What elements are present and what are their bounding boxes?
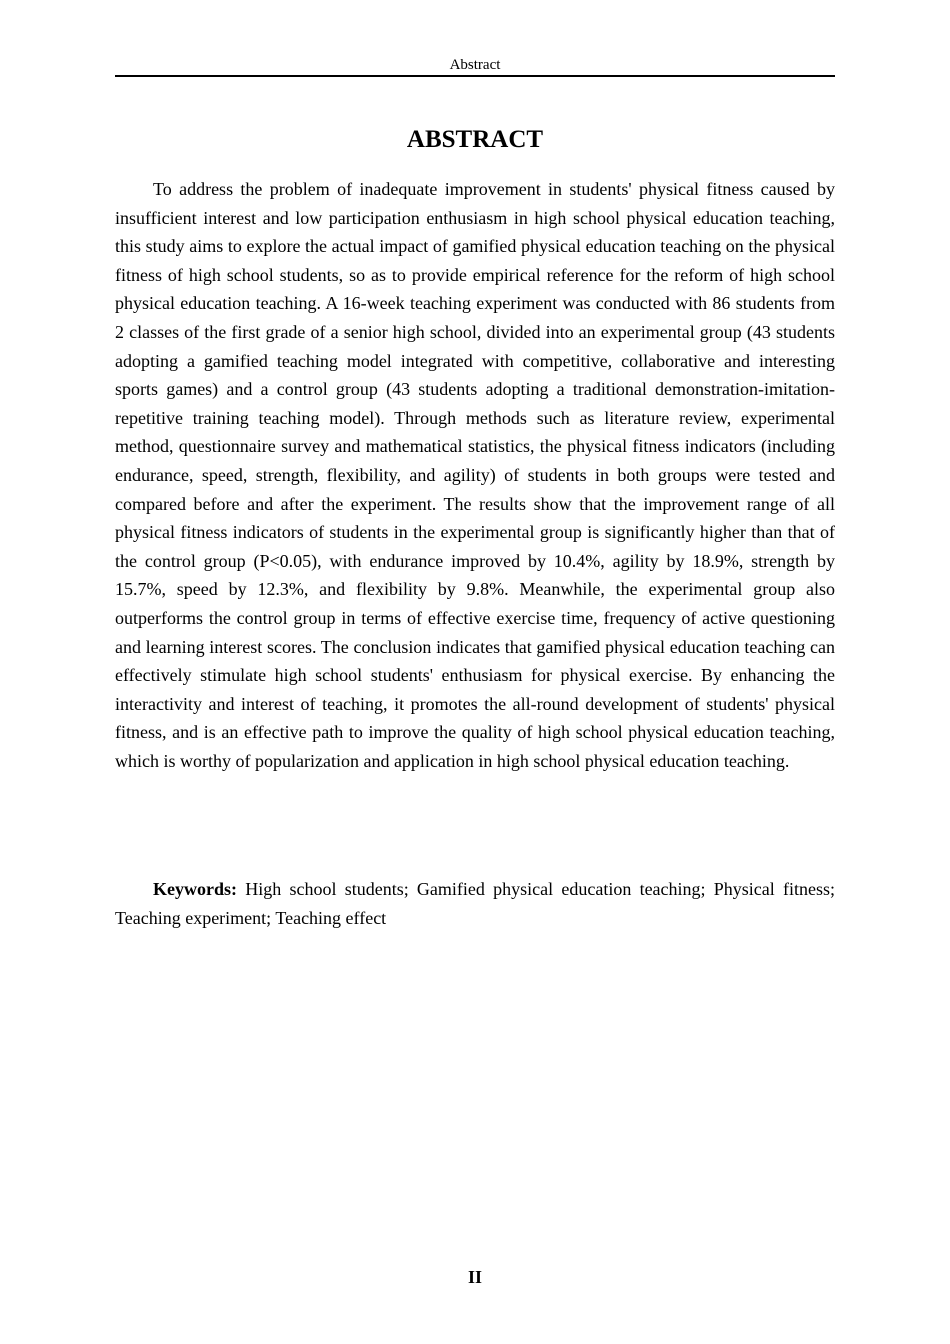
keywords-paragraph	[115, 875, 835, 932]
header-rule	[115, 75, 835, 77]
page-number: II	[467, 1267, 482, 1287]
abstract-title: ABSTRACT	[406, 126, 544, 153]
abstract-body: To address the problem of inadequate improvement in students' physical fitness caused by insufficient interest and low participation enthusiasm in high school physical education teaching, this study aims to explore the actual impact of gamified physical education teaching on the physical fitness of high school students, so as to provide empirical reference for the reform of high school physical education teaching. A 16-week teaching experiment was conducted with 86 students from 2 classes of the first grade of a senior high school, divided into an experimental group (43 students adopting a gamified teaching model integrated with competitive, collaborative and interesting sports games) and a control group (43 students adopting a traditional demonstration-imitation-repetitive training teaching model). Through methods such as literature review, experimental method, questionnaire survey and mathematical statistics, the physical fitness indicators (including endurance, speed, strength, flexibility, and agility) of students in both groups were tested and compared before and after the experiment. The results show that the improvement range of all physical fitness indicators of students in the experimental group is significantly higher than that of the control group (P<0.05), with endurance improved by 10.4%, agility by 18.9%, strength by 15.7%, speed by 12.3%, and flexibility by 9.8%. Meanwhile, the experimental group also outperforms the control group in terms of effective exercise time, frequency of active questioning and learning interest scores. The conclusion indicates that gamified physical education teaching can effectively stimulate high school students' enthusiasm for physical exercise. By enhancing the interactivity and interest of teaching, it promotes the all-round development of students' physical fitness, and is an effective path to improve the quality of high school physical education teaching, which is worthy of popularization and application in high school physical education teaching.	[115, 179, 835, 771]
keywords-label: Keywords:	[153, 879, 237, 899]
running-header: Abstract	[449, 57, 501, 73]
keywords-text: High school students; Gamified physical education teaching; Physical fitness; Teaching experiment; Teaching effect	[115, 879, 835, 928]
